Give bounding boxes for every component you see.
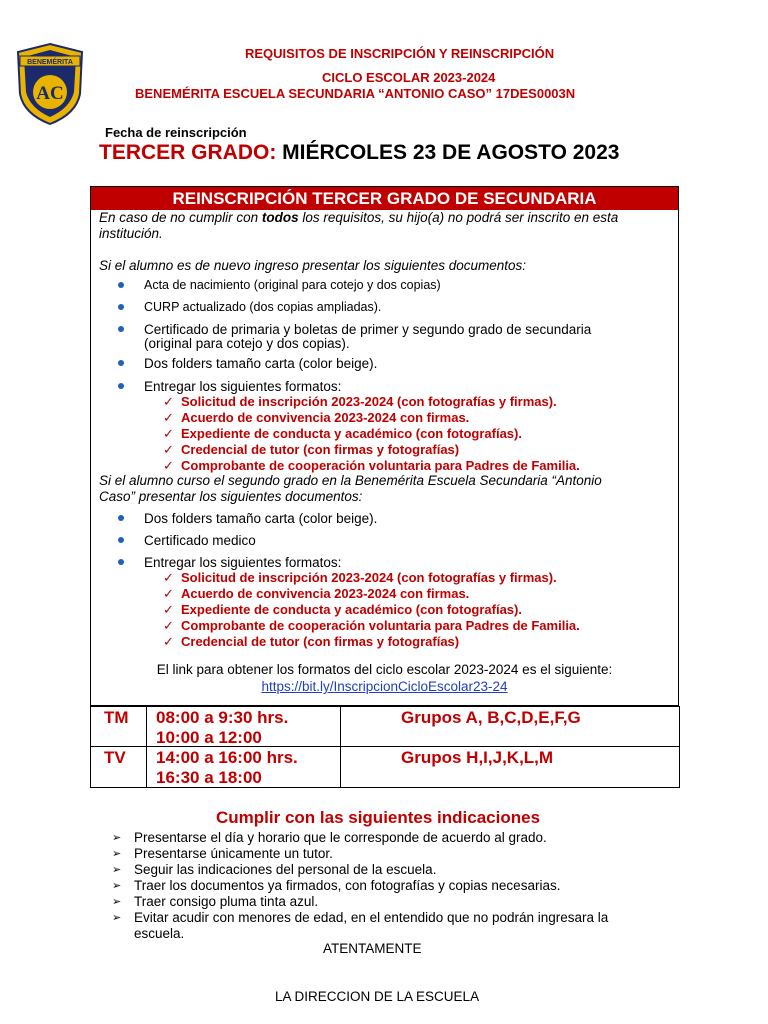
shift-time: 14:00 a 16:00 hrs. xyxy=(156,748,298,767)
format-item-text: Credencial de tutor (con firmas y fotografías) xyxy=(181,442,460,457)
bullet-icon xyxy=(118,559,124,565)
shift-label: TV xyxy=(104,748,126,767)
checkmark-icon: ✓ xyxy=(163,586,174,601)
warning-text-b: los requisitos, su hijo(a) no podrá ser inscrito en esta xyxy=(298,210,619,225)
grade-date-line xyxy=(99,141,619,165)
indication-text: escuela. xyxy=(134,926,185,941)
format-item xyxy=(163,618,580,633)
format-item-text: Expediente de conducta y académico (con fotografías). xyxy=(181,602,522,617)
requirements-title: REINSCRIPCIÓN TERCER GRADO DE SECUNDARIA xyxy=(91,187,678,210)
list-item-text: (original para cotejo y dos copias). xyxy=(144,336,350,351)
requirements-box xyxy=(90,186,679,706)
indication-text: Presentarse únicamente un tutor. xyxy=(134,846,333,861)
reinscription-date: MIÉRCOLES 23 DE AGOSTO 2023 xyxy=(276,141,620,164)
format-item xyxy=(163,410,469,425)
table-divider xyxy=(146,707,147,787)
indication-text: Traer los documentos ya firmados, con fotografías y copias necesarias. xyxy=(134,878,561,893)
indication-text: Traer consigo pluma tinta azul. xyxy=(134,894,319,909)
logo-initials: AC xyxy=(36,83,64,104)
warning-text-a: En caso de no cumplir con xyxy=(99,210,262,225)
checkmark-icon: ✓ xyxy=(163,458,174,473)
school-logo xyxy=(14,42,86,126)
checkmark-icon: ✓ xyxy=(163,426,174,441)
shift-time: 08:00 a 9:30 hrs. xyxy=(156,708,289,727)
shift-groups: Grupos H,I,J,K,L,M xyxy=(401,748,554,767)
header-cycle: CICLO ESCOLAR 2023-2024 xyxy=(322,70,496,85)
new-student-intro: Si el alumno es de nuevo ingreso presentar los siguientes documentos: xyxy=(99,258,527,273)
shift-time: 10:00 a 12:00 xyxy=(156,728,262,747)
continuing-student-intro-b: Caso” presentar los siguientes documentos: xyxy=(99,489,363,504)
logo-text: BENEMÉRITA xyxy=(27,59,73,66)
bullet-icon xyxy=(118,360,124,366)
arrow-icon: ➢ xyxy=(112,896,122,908)
checkmark-icon: ✓ xyxy=(163,442,174,457)
indications-title: Cumplir con las siguientes indicaciones xyxy=(216,808,541,827)
format-item xyxy=(163,442,459,457)
warning-text xyxy=(99,210,618,226)
shift-time: 16:30 a 18:00 xyxy=(156,768,262,787)
header-title: REQUISITOS DE INSCRIPCIÓN Y REINSCRIPCIÓN xyxy=(245,46,555,61)
format-item-text: Solicitud de inscripción 2023-2024 (con fotografías y firmas). xyxy=(181,570,557,585)
grade-label: TERCER GRADO: xyxy=(99,141,277,164)
link-intro: El link para obtener los formatos del ciclo escolar 2023-2024 es el siguiente: xyxy=(156,662,613,677)
shift-label: TM xyxy=(104,708,129,727)
arrow-icon: ➢ xyxy=(112,880,122,892)
list-item-text: Entregar los siguientes formatos: xyxy=(144,379,342,394)
arrow-icon: ➢ xyxy=(112,832,122,844)
closing-text: ATENTAMENTE xyxy=(323,941,422,956)
bullet-icon xyxy=(118,326,124,332)
list-item-text: Certificado de primaria y boletas de primer y segundo grado de secundaria xyxy=(144,322,592,337)
date-label: Fecha de reinscripción xyxy=(105,125,247,140)
list-item-text: Acta de nacimiento (original para cotejo y dos copias) xyxy=(144,278,441,292)
table-divider xyxy=(340,707,341,787)
format-item xyxy=(163,634,459,649)
format-item-text: Acuerdo de convivencia 2023-2024 con firmas. xyxy=(181,410,470,425)
format-item-text: Comprobante de cooperación voluntaria para Padres de Familia. xyxy=(181,618,580,633)
indication-text: Evitar acudir con menores de edad, en el entendido que no podrán ingresara la xyxy=(134,910,609,925)
format-item xyxy=(163,570,557,585)
arrow-icon: ➢ xyxy=(112,912,122,924)
checkmark-icon: ✓ xyxy=(163,410,174,425)
warning-text-c: institución. xyxy=(99,226,163,241)
list-item-text: Entregar los siguientes formatos: xyxy=(144,555,342,570)
checkmark-icon: ✓ xyxy=(163,394,174,409)
bullet-icon xyxy=(118,515,124,521)
format-item xyxy=(163,602,522,617)
warning-text-bold: todos xyxy=(261,210,299,225)
format-item xyxy=(163,394,557,409)
bullet-icon xyxy=(118,383,124,389)
list-item-text: CURP actualizado (dos copias ampliadas). xyxy=(144,300,382,314)
format-item xyxy=(163,586,469,601)
indication-text: Seguir las indicaciones del personal de la escuela. xyxy=(134,862,437,877)
list-item-text: Certificado medico xyxy=(144,533,256,548)
bullet-icon xyxy=(118,537,124,543)
bullet-icon xyxy=(118,282,124,288)
list-item-text: Dos folders tamaño carta (color beige). xyxy=(144,356,378,371)
format-item xyxy=(163,458,580,473)
checkmark-icon: ✓ xyxy=(163,634,174,649)
arrow-icon: ➢ xyxy=(112,848,122,860)
list-item-text: Dos folders tamaño carta (color beige). xyxy=(144,511,378,526)
continuing-student-intro: Si el alumno curso el segundo grado en la Benemérita Escuela Secundaria “Antonio xyxy=(99,473,602,488)
header-school: BENEMÉRITA ESCUELA SECUNDARIA “ANTONIO CASO” 17DES0003N xyxy=(135,86,576,101)
checkmark-icon: ✓ xyxy=(163,602,174,617)
format-item-text: Expediente de conducta y académico (con fotografías). xyxy=(181,426,522,441)
format-item-text: Solicitud de inscripción 2023-2024 (con fotografías y firmas). xyxy=(181,394,557,409)
arrow-icon: ➢ xyxy=(112,864,122,876)
indication-text: Presentarse el día y horario que le corresponde de acuerdo al grado. xyxy=(134,830,547,845)
shift-groups: Grupos A, B,C,D,E,F,G xyxy=(401,708,581,727)
formats-link[interactable]: https://bit.ly/InscripcionCicloEscolar23-24 xyxy=(261,679,508,694)
bullet-icon xyxy=(118,304,124,310)
format-item-text: Acuerdo de convivencia 2023-2024 con firmas. xyxy=(181,586,470,601)
schedule-table xyxy=(90,706,680,788)
checkmark-icon: ✓ xyxy=(163,618,174,633)
signature-text: LA DIRECCION DE LA ESCUELA xyxy=(275,989,480,1004)
format-item-text: Credencial de tutor (con firmas y fotografías) xyxy=(181,634,460,649)
checkmark-icon: ✓ xyxy=(163,570,174,585)
format-item-text: Comprobante de cooperación voluntaria para Padres de Familia. xyxy=(181,458,580,473)
format-item xyxy=(163,426,522,441)
